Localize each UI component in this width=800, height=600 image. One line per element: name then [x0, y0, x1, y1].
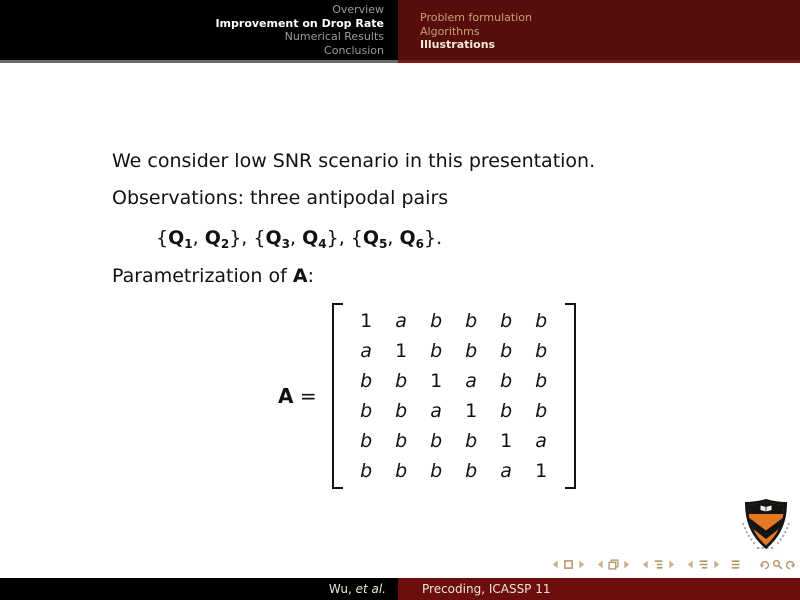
header-subsection-algorithms[interactable]: Algorithms: [420, 24, 480, 38]
find-icon[interactable]: [772, 559, 783, 570]
matrix-cell-r6c1: b: [360, 460, 373, 482]
header-section-conclusion[interactable]: Conclusion: [324, 43, 384, 57]
matrix-body: [332, 303, 576, 489]
prev-subsection-icon[interactable]: [640, 559, 651, 570]
subsection-icon[interactable]: [653, 559, 664, 570]
next-section-icon[interactable]: [711, 559, 722, 570]
matrix-cell-r2c6: b: [535, 340, 548, 362]
slide-icon[interactable]: [563, 559, 574, 570]
matrix-cell-r3c4: a: [465, 370, 477, 392]
line4-suffix: :: [307, 265, 314, 287]
header-sections: [0, 0, 398, 63]
matrix-cell-r6c2: b: [395, 460, 408, 482]
matrix-cell-r4c1: b: [360, 400, 373, 422]
matrix-cell-r4c4: 1: [465, 400, 478, 422]
matrix-cell-r3c1: b: [360, 370, 373, 392]
matrix-cell-r2c1: a: [360, 340, 372, 362]
appendix-icon[interactable]: [730, 559, 741, 570]
footer-authors: [0, 578, 398, 600]
prev-section-icon[interactable]: [685, 559, 696, 570]
antipodal-pair-1: {$Q_1$, $Q_2$},: [156, 227, 254, 251]
matrix-cell-r5c6: a: [535, 430, 547, 452]
matrix-grid: [349, 303, 559, 489]
header: [0, 0, 800, 66]
matrix-cell-r5c3: b: [430, 430, 443, 452]
matrix-cell-r2c2: 1: [395, 340, 408, 362]
matrix-cell-r5c4: b: [465, 430, 478, 452]
matrix-cell-r4c5: b: [500, 400, 513, 422]
matrix-cell-r4c3: a: [430, 400, 442, 422]
footer-authors-prefix: Wu,: [328, 582, 356, 596]
footer-title: Precoding, ICASSP 11: [398, 578, 800, 600]
next-frame-icon[interactable]: [621, 559, 632, 570]
matrix-lhs: [278, 384, 317, 408]
matrix-cell-r3c5: b: [500, 370, 513, 392]
matrix-cell-r4c2: b: [395, 400, 408, 422]
matrix-equation: [278, 303, 576, 489]
matrix-cell-r3c6: b: [535, 370, 548, 392]
matrix-cell-r6c4: b: [465, 460, 478, 482]
matrix-cell-r5c1: b: [360, 430, 373, 452]
matrix-cell-r1c6: b: [535, 310, 548, 332]
matrix-lhs-symbol: A: [278, 384, 294, 408]
right-bracket: [565, 303, 576, 489]
matrix-symbol-A: A: [292, 265, 308, 287]
body-line-2: Observations: three antipodal pairs: [112, 187, 449, 209]
matrix-cell-r1c2: a: [395, 310, 407, 332]
princeton-shield-logo: [740, 497, 792, 551]
section-icon[interactable]: [698, 559, 709, 570]
matrix-cell-r5c5: 1: [500, 430, 513, 452]
next-slide-icon[interactable]: [576, 559, 587, 570]
equals-sign: =: [299, 384, 317, 408]
matrix-cell-r6c6: 1: [535, 460, 548, 482]
line4-prefix: Parametrization of: [112, 265, 293, 287]
antipodal-pair-3: {$Q_5$, $Q_6$}.: [350, 227, 443, 251]
header-subsection-problem-formulation[interactable]: Problem formulation: [420, 11, 532, 24]
left-bracket: [332, 303, 343, 489]
matrix-cell-r1c4: b: [465, 310, 478, 332]
matrix-cell-r2c3: b: [430, 340, 443, 362]
footer: [0, 578, 800, 600]
matrix-cell-r1c3: b: [430, 310, 443, 332]
navigation-symbols: [548, 556, 796, 572]
matrix-cell-r2c5: b: [500, 340, 513, 362]
antipodal-pair-2: {$Q_3$, $Q_4$},: [253, 227, 351, 251]
matrix-cell-r3c3: 1: [430, 370, 443, 392]
header-section-overview[interactable]: Overview: [332, 3, 384, 16]
header-subsection-illustrations[interactable]: Illustrations: [420, 38, 496, 51]
body-line-4: [112, 265, 314, 287]
matrix-cell-r5c2: b: [395, 430, 408, 452]
header-subsections: [398, 0, 800, 63]
matrix-cell-r2c4: b: [465, 340, 478, 362]
next-subsection-icon[interactable]: [666, 559, 677, 570]
prev-slide-icon[interactable]: [550, 559, 561, 570]
forward-icon[interactable]: [785, 559, 796, 570]
matrix-cell-r3c2: b: [395, 370, 408, 392]
matrix-cell-r1c1: 1: [360, 310, 373, 332]
header-section-improvement-on-drop-rate[interactable]: Improvement on Drop Rate: [215, 16, 384, 30]
matrix-cell-r6c3: b: [430, 460, 443, 482]
antipodal-pairs-math: [156, 227, 442, 251]
back-icon[interactable]: [759, 559, 770, 570]
matrix-cell-r6c5: a: [500, 460, 512, 482]
matrix-cell-r1c5: b: [500, 310, 513, 332]
matrix-cell-r4c6: b: [535, 400, 548, 422]
frame-icon[interactable]: [608, 559, 619, 570]
header-section-numerical-results[interactable]: Numerical Results: [284, 30, 384, 43]
body-line-1: We consider low SNR scenario in this presentation.: [112, 150, 596, 172]
prev-frame-icon[interactable]: [595, 559, 606, 570]
footer-authors-etal: et al.: [355, 582, 386, 596]
